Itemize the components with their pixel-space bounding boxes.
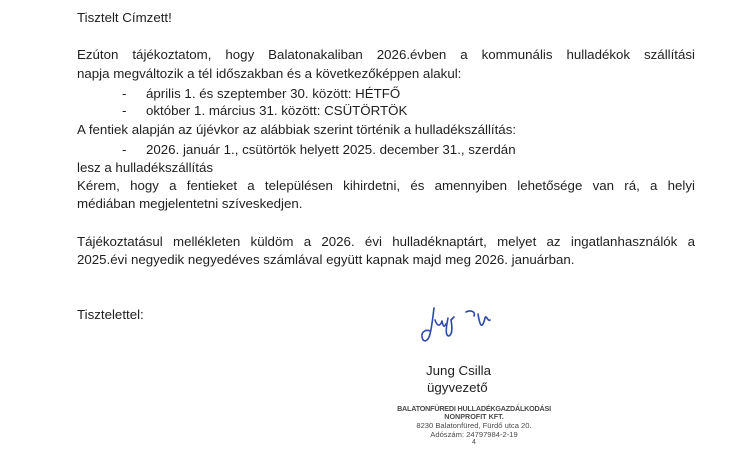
attachment-line-2: 2025.évi negyedik negyedéves számlával együtt kapnak majd meg 2026. januárban. xyxy=(77,252,575,267)
schedule-item-2: október 1. március 31. között: CSÜTÖRTÖK xyxy=(146,103,408,118)
newyear-bullet: - xyxy=(122,142,127,157)
salutation: Tisztelt Címzett! xyxy=(77,10,172,25)
newyear-tail: lesz a hulladékszállítás xyxy=(77,160,213,175)
stamp-address: 8230 Balatonfüred, Fürdő utca 20. xyxy=(416,421,532,430)
handwritten-signature xyxy=(418,300,528,348)
intro-line-2: napja megváltozik a tél időszakban és a következőképpen alakul: xyxy=(77,66,462,81)
newyear-item: 2026. január 1., csütörtök helyett 2025. december 31., szerdán xyxy=(146,142,516,157)
closing: Tisztelettel: xyxy=(77,307,144,322)
signatory-title: ügyvezető xyxy=(427,380,488,395)
schedule-item-1: április 1. és szeptember 30. között: HÉTFŐ xyxy=(146,86,401,101)
schedule-bullet-2: - xyxy=(122,103,127,118)
stamp-number: 4 xyxy=(472,439,476,446)
schedule-bullet-1: - xyxy=(122,86,127,101)
signatory-name: Jung Csilla xyxy=(426,363,492,378)
stamp-company-name: BALATONFÜREDI HULLADÉKGAZDÁLKODÁSI xyxy=(397,404,551,413)
attachment-line-1: Tájékoztatásul mellékleten küldöm a 2026. évi hulladéknaptárt, melyet az ingatlanhasználók a xyxy=(77,234,695,249)
request-line-1: Kérem, hogy a fentieket a településen kihirdetni, és amennyiben lehetősége van rá, a helyi xyxy=(77,178,695,193)
stamp-company-form: NONPROFIT KFT. xyxy=(444,412,504,421)
company-stamp xyxy=(388,404,560,447)
newyear-intro: A fentiek alapján az újévkor az alábbiak szerint történik a hulladékszállítás: xyxy=(77,122,517,137)
request-line-2: médiában megjelentetni szíveskedjen. xyxy=(77,196,303,211)
intro-line-1: Ezúton tájékoztatom, hogy Balatonakaliban 2026.évben a kommunális hulladékok szállítási xyxy=(77,47,695,62)
stamp-tax-number: Adószám: 24797984-2-19 xyxy=(430,430,518,439)
